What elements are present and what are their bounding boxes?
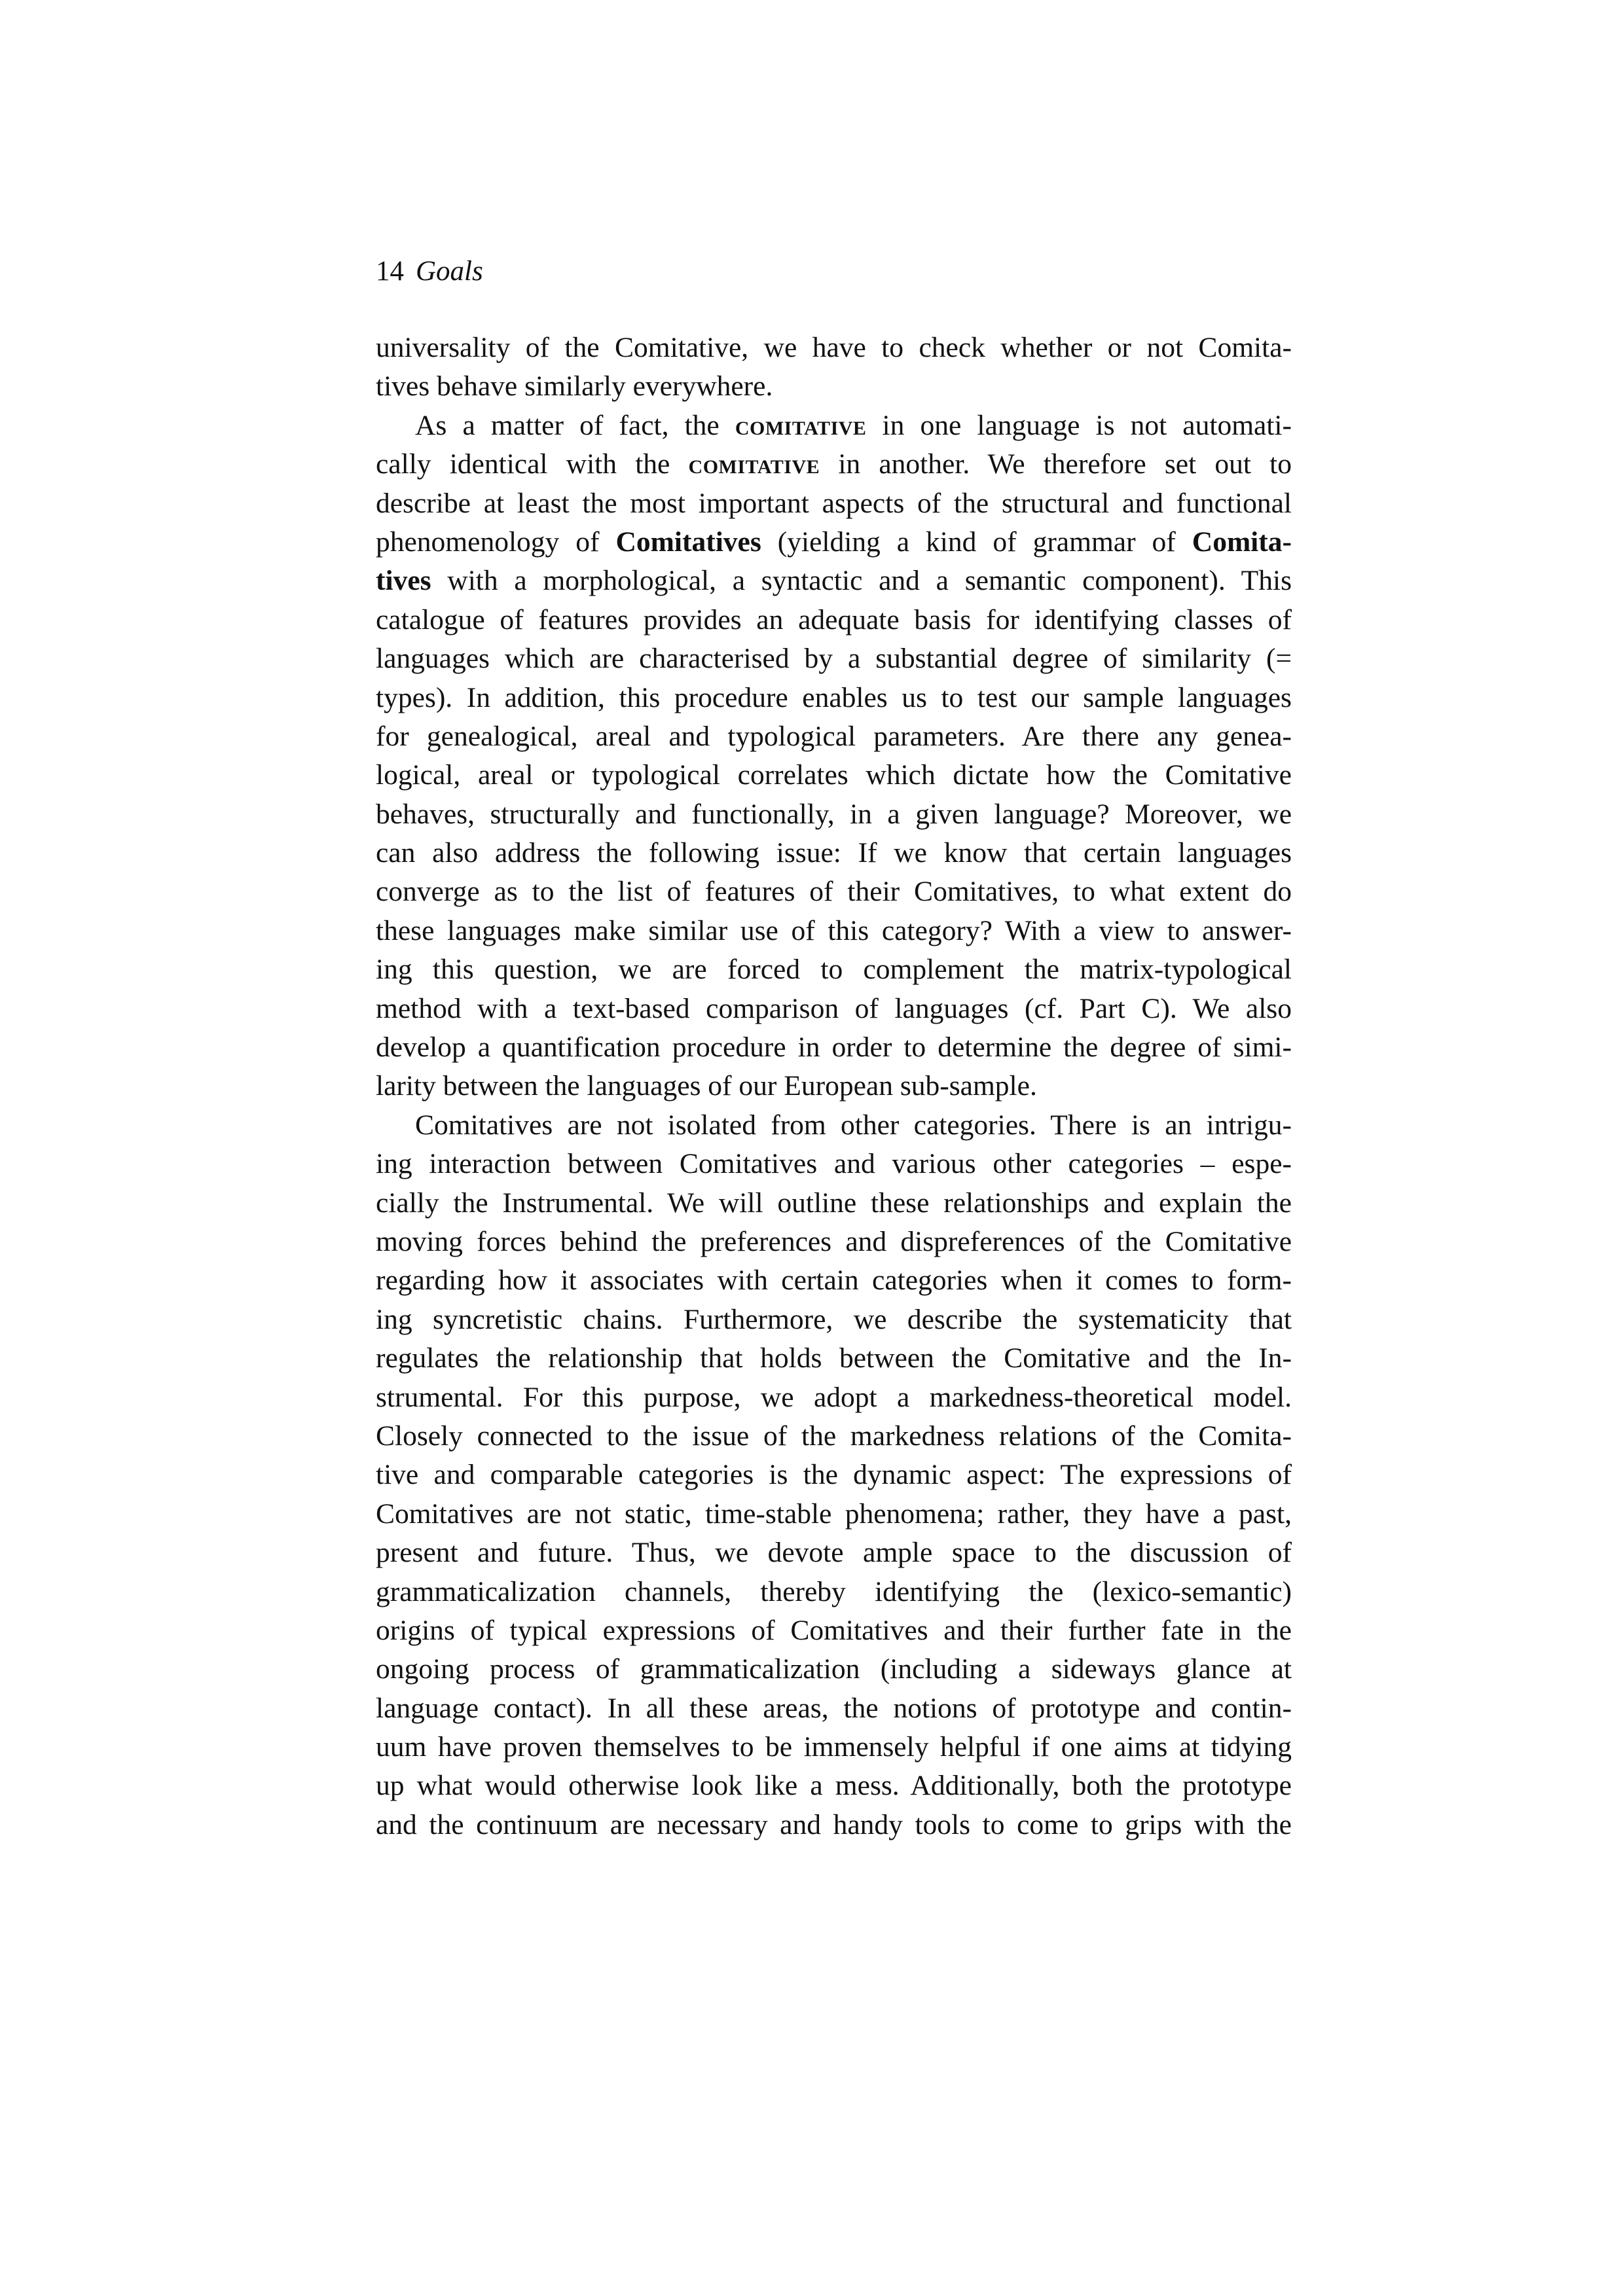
- line-text: strumental. For this purpose, we adopt a markedness-theoretical model.: [376, 1381, 1292, 1413]
- text-line: [376, 1378, 1292, 1417]
- line-text: Comitatives are not isolated from other categories. There is an intrigu-: [415, 1109, 1292, 1141]
- small-caps-term: comitative: [735, 409, 867, 441]
- text-line: [376, 406, 1292, 445]
- text-line: [376, 1145, 1292, 1183]
- line-text: with a morphological, a syntactic and a semantic component). This: [431, 565, 1292, 597]
- text-line: [376, 912, 1292, 950]
- line-text: cally identical with the: [376, 448, 689, 480]
- text-line: [376, 1573, 1292, 1611]
- running-head: [376, 255, 483, 288]
- text-line: [376, 950, 1292, 989]
- running-title: Goals: [416, 256, 483, 287]
- text-line: [376, 1611, 1292, 1650]
- text-line: [376, 679, 1292, 717]
- line-text: for genealogical, areal and typological parameters. Are there any genea-: [376, 720, 1292, 752]
- text-line: [376, 1650, 1292, 1689]
- line-text: origins of typical expressions of Comitatives and their further fate in the: [376, 1614, 1292, 1646]
- text-line: [376, 1456, 1292, 1494]
- line-text: describe at least the most important aspects of the structural and functional: [376, 487, 1292, 519]
- bold-term: Comita-: [1192, 526, 1292, 558]
- line-text: in one language is not automati-: [866, 409, 1292, 441]
- line-text: these languages make similar use of this category? With a view to answer-: [376, 914, 1292, 946]
- bold-term: Comitatives: [615, 526, 761, 558]
- line-text: can also address the following issue: If we know that certain languages: [376, 837, 1292, 869]
- line-text: (yielding a kind of grammar of: [761, 526, 1192, 558]
- line-text: uum have proven themselves to be immensely helpful if one aims at tidying: [376, 1731, 1292, 1763]
- line-text: cially the Instrumental. We will outline these relationships and explain the: [376, 1187, 1292, 1219]
- text-line: [376, 1067, 1292, 1105]
- line-text: regulates the relationship that holds between the Comitative and the In-: [376, 1342, 1292, 1374]
- text-line: [376, 1495, 1292, 1534]
- text-line: [376, 756, 1292, 795]
- text-line: [376, 1028, 1292, 1067]
- text-line: [376, 1223, 1292, 1261]
- line-text: Closely connected to the issue of the markedness relations of the Comita-: [376, 1420, 1292, 1452]
- text-line: [376, 1417, 1292, 1456]
- text-line: [376, 1300, 1292, 1339]
- line-text: ing interaction between Comitatives and various other categories – espe-: [376, 1148, 1292, 1180]
- line-text: develop a quantification procedure in order to determine the degree of simi-: [376, 1031, 1292, 1064]
- line-text: Comitatives are not static, time-stable phenomena; rather, they have a past,: [376, 1498, 1292, 1530]
- text-line: [376, 834, 1292, 872]
- line-text: up what would otherwise look like a mess. Additionally, both the prototype: [376, 1770, 1292, 1802]
- line-text: regarding how it associates with certain categories when it comes to form-: [376, 1265, 1292, 1297]
- text-line: [376, 1806, 1292, 1844]
- line-text: tives behave similarly everywhere.: [376, 370, 773, 403]
- text-line: [376, 1534, 1292, 1572]
- small-caps-term: comitative: [688, 448, 820, 480]
- text-line: [376, 795, 1292, 834]
- line-text: method with a text-based comparison of languages (cf. Part C). We also: [376, 992, 1292, 1024]
- text-line: [376, 1261, 1292, 1300]
- line-text: behaves, structurally and functionally, in a given language? Moreover, we: [376, 798, 1292, 830]
- line-text: catalogue of features provides an adequate basis for identifying classes of: [376, 603, 1292, 636]
- line-text: moving forces behind the preferences and dispreferences of the Comitative: [376, 1225, 1292, 1257]
- text-line: [376, 990, 1292, 1028]
- text-line: [376, 717, 1292, 756]
- bold-term: tives: [376, 565, 431, 597]
- line-text: As a matter of fact, the: [415, 409, 735, 441]
- line-text: ing this question, we are forced to complement the matrix-typological: [376, 954, 1292, 986]
- text-line: [376, 1339, 1292, 1378]
- line-text: present and future. Thus, we devote ample space to the discussion of: [376, 1537, 1292, 1569]
- line-text: larity between the languages of our European sub-sample.: [376, 1070, 1037, 1102]
- text-line: [376, 639, 1292, 678]
- line-text: types). In addition, this procedure enables us to test our sample languages: [376, 681, 1292, 713]
- text-line: [376, 1184, 1292, 1223]
- line-text: grammaticalization channels, thereby identifying the (lexico-semantic): [376, 1575, 1292, 1607]
- text-line: [376, 872, 1292, 911]
- text-line: [376, 445, 1292, 484]
- line-text: in another. We therefore set out to: [820, 448, 1292, 480]
- line-text: languages which are characterised by a substantial degree of similarity (=: [376, 643, 1292, 675]
- line-text: language contact). In all these areas, the notions of prototype and contin-: [376, 1692, 1292, 1724]
- line-text: and the continuum are necessary and handy tools to come to grips with the: [376, 1808, 1292, 1840]
- page-number: 14: [376, 256, 404, 287]
- line-text: logical, areal or typological correlates which dictate how the Comitative: [376, 759, 1292, 791]
- line-text: ing syncretistic chains. Furthermore, we describe the systematicity that: [376, 1303, 1292, 1335]
- line-text: ongoing process of grammaticalization (including a sideways glance at: [376, 1653, 1292, 1685]
- text-line: [376, 1689, 1292, 1728]
- text-line: [376, 601, 1292, 639]
- text-line: [376, 523, 1292, 562]
- line-text: tive and comparable categories is the dynamic aspect: The expressions of: [376, 1459, 1292, 1491]
- line-text: universality of the Comitative, we have to check whether or not Comita-: [376, 332, 1292, 363]
- text-line: [376, 1767, 1292, 1805]
- text-line: [376, 1728, 1292, 1767]
- text-line: [376, 562, 1292, 600]
- text-line: [376, 1106, 1292, 1145]
- text-line: [376, 329, 1292, 367]
- line-text: converge as to the list of features of their Comitatives, to what extent do: [376, 876, 1292, 908]
- line-text: phenomenology of: [376, 526, 616, 558]
- body-text: [376, 329, 1292, 1844]
- text-line: [376, 484, 1292, 523]
- text-line: [376, 367, 1292, 406]
